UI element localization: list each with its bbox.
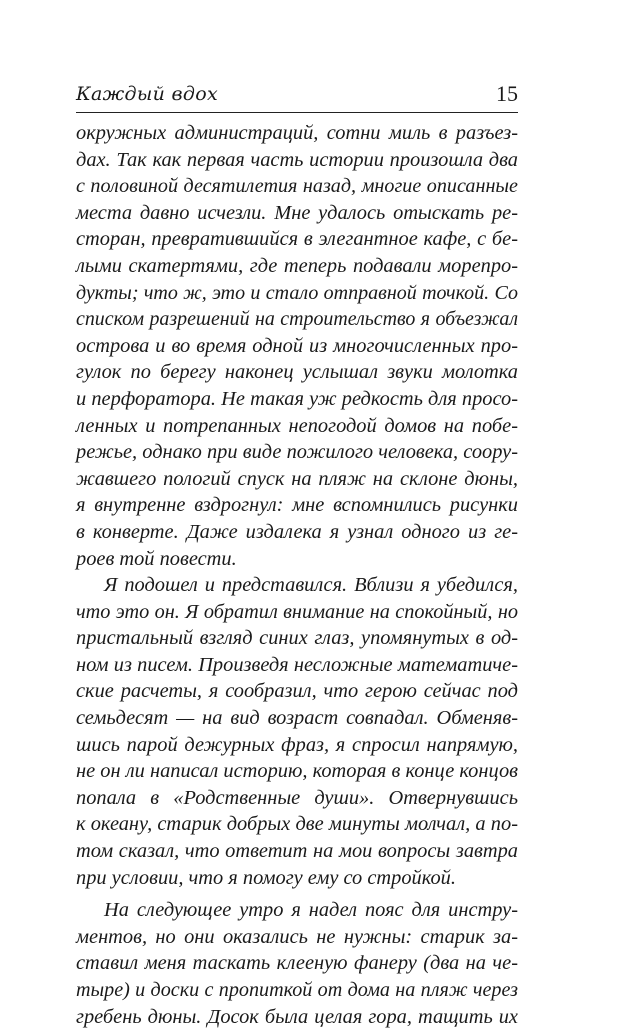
text-line: попала в «Родственные души». Отвернувшись bbox=[76, 786, 518, 809]
text-line: что это он. Я обратил внимание на спокойный, но bbox=[76, 600, 518, 623]
text-line: ские расчеты, я сообразил, что герою сейчас под bbox=[76, 680, 518, 703]
text-line: гулок по берегу наконец услышал звуки молотка bbox=[76, 361, 518, 384]
text-line: ставил меня таскать клееную фанеру (два на че- bbox=[76, 952, 518, 975]
text-line: списком разрешений на строительство я объезжал bbox=[76, 308, 518, 331]
text-line: с половиной десятилетия назад, многие описанные bbox=[76, 175, 518, 198]
text-line: в конверте. Даже издалека я узнал одного из ге- bbox=[76, 520, 518, 543]
text-line: ленных и потрепанных непогодой домов на побе- bbox=[76, 414, 518, 437]
text-line: дах. Так как первая часть истории произошла два bbox=[76, 148, 518, 171]
text-line: роев той повести. bbox=[76, 547, 237, 570]
text-line: режье, однако при виде пожилого человека, соору- bbox=[76, 441, 518, 464]
body-text bbox=[76, 120, 518, 1030]
text-line: и перфоратора. Не такая уж редкость для просо- bbox=[76, 387, 518, 410]
text-line: Я подошел и представился. Вблизи я убедился, bbox=[104, 574, 518, 597]
text-line: шись парой дежурных фраз, я спросил напрямую, bbox=[76, 733, 518, 756]
text-line: при условии, что я помогу ему со стройкой. bbox=[76, 866, 456, 889]
text-line: острова и во время одной из многочисленных про- bbox=[76, 334, 518, 357]
text-line: На следующее утро я надел пояс для инстру- bbox=[104, 899, 518, 922]
text-line: семьдесят — на вид возраст совпадал. Обменяв- bbox=[76, 707, 518, 730]
running-title: Каждый вдох bbox=[76, 83, 218, 105]
text-line: я внутренне вздрогнул: мне вспомнились рисунки bbox=[76, 494, 518, 517]
text-line: тыре) и доски с пропиткой от дома на пляж через bbox=[76, 979, 518, 1001]
text-line: пристальный взгляд синих глаз, упомянутых в од- bbox=[76, 627, 518, 650]
text-line: ном из писем. Произведя несложные математиче- bbox=[76, 653, 518, 676]
text-line: окружных администраций, сотни миль в разъез- bbox=[76, 122, 518, 144]
text-line: гребень дюны. Досок была целая гора, тащить их bbox=[76, 1005, 518, 1028]
paragraph-2 bbox=[76, 572, 518, 891]
text-line: дукты; что ж, это и стало отправной точкой. Со bbox=[76, 281, 518, 304]
paragraph-3 bbox=[76, 897, 518, 1030]
text-line: жавшего пологий спуск на пляж на склоне дюны, bbox=[76, 467, 518, 490]
text-line: не он ли написал историю, которая в конце концов bbox=[76, 760, 518, 783]
paragraph-1 bbox=[76, 120, 518, 572]
page-number: 15 bbox=[496, 81, 518, 106]
text-line: ментов, но они оказались не нужны: старик за- bbox=[76, 925, 518, 948]
text-line: к океану, старик добрых две минуты молчал, а по- bbox=[76, 813, 518, 836]
text-line: сторан, превратившийся в элегантное кафе, с бе- bbox=[76, 228, 518, 251]
text-line: места давно исчезли. Мне удалось отыскать ре- bbox=[76, 201, 518, 224]
text-line: том сказал, что ответит на мои вопросы завтра bbox=[76, 840, 518, 863]
running-head bbox=[76, 78, 518, 113]
text-line: лыми скатертями, где теперь подавали морепро- bbox=[76, 254, 518, 277]
